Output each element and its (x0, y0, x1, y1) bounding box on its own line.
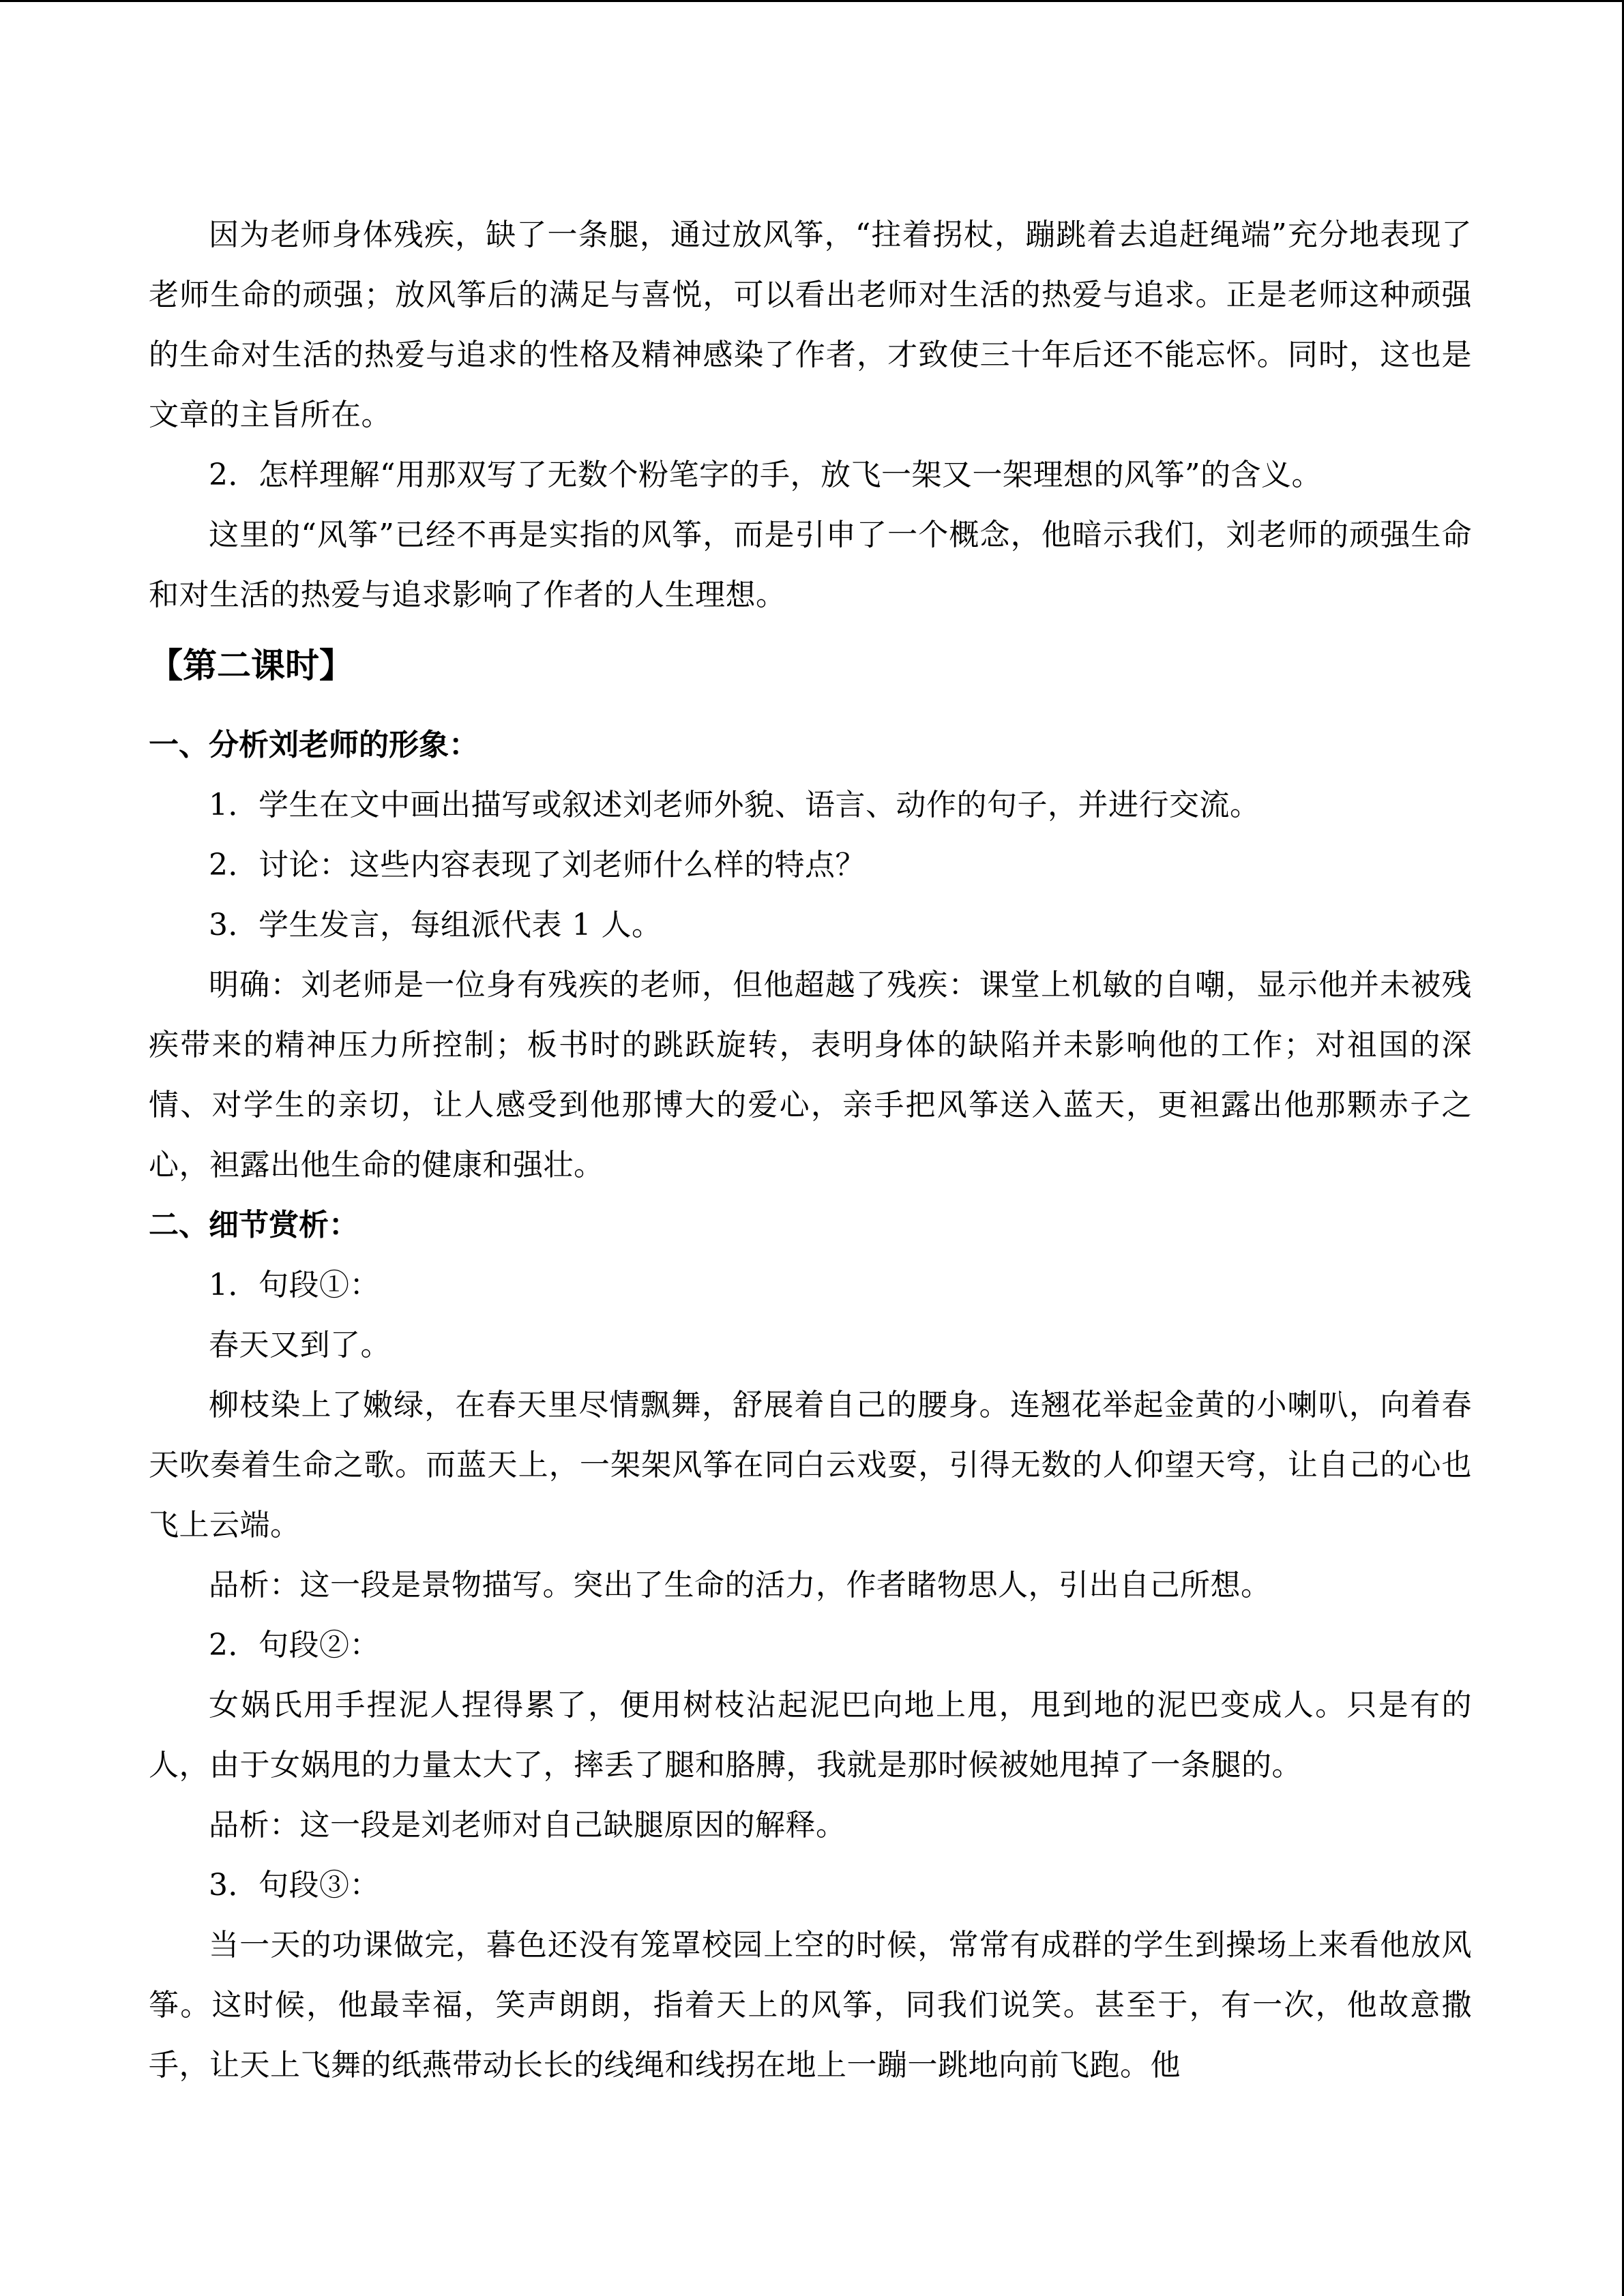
analysis-paragraph: 品析：这一段是景物描写。突出了生命的活力，作者睹物思人，引出自己所想。 (209, 1568, 1271, 1602)
quote-paragraph: 春天又到了。 (209, 1328, 391, 1362)
section-heading-character-analysis: 一、分析刘老师的形象： (149, 728, 479, 762)
quote-paragraph: 当一天的功课做完，暮色还没有笼罩校园上空的时候，常常有成群的学生到操场上来看他放风筝。这时候，他最幸福，笑声朗朗，指着天上的风筝，同我们说笑。甚至于，有一次，他故意撒手，让天上飞舞的纸燕带动长长的线绳和线拐在地上一蹦一跳地向前飞跑。他 (149, 1928, 1472, 2083)
list-item: 1．句段①： (209, 1268, 380, 1302)
list-item: 2．讨论：这些内容表现了刘老师什么样的特点？ (209, 848, 866, 882)
question-item: 2．怎样理解“用那双写了无数个粉笔字的手，放飞一架又一架理想的风筝”的含义。 (209, 458, 1322, 492)
document-body (149, 205, 1472, 2096)
section-heading-detail-appreciation: 二、细节赏析： (149, 1208, 359, 1242)
list-item: 3．学生发言，每组派代表 1 人。 (209, 908, 662, 942)
paragraph: 因为老师身体残疾，缺了一条腿，通过放风筝，“拄着拐杖，蹦跳着去追赶绳端”充分地表现了老师生命的顽强；放风筝后的满足与喜悦，可以看出老师对生活的热爱与追求。正是老师这种顽强的生命对生活的热爱与追求的性格及精神感染了作者，才致使三十年后还不能忘怀。同时，这也是文章的主旨所在。 (149, 218, 1472, 432)
quote-paragraph: 柳枝染上了嫩绿，在春天里尽情飘舞，舒展着自己的腰身。连翘花举起金黄的小喇叭，向着春天吹奏着生命之歌。而蓝天上，一架架风筝在同白云戏耍，引得无数的人仰望天穹，让自己的心也飞上云端。 (149, 1388, 1472, 1542)
lesson-heading: 【第二课时】 (149, 646, 353, 685)
list-item: 2．句段②： (209, 1628, 380, 1663)
paragraph: 这里的“风筝”已经不再是实指的风筝，而是引申了一个概念，他暗示我们，刘老师的顽强生命和对生活的热爱与追求影响了作者的人生理想。 (149, 518, 1472, 612)
quote-paragraph: 女娲氏用手捏泥人捏得累了，便用树枝沾起泥巴向地上甩，甩到地的泥巴变成人。只是有的人，由于女娲甩的力量太大了，摔丢了腿和胳膊，我就是那时候被她甩掉了一条腿的。 (149, 1688, 1472, 1783)
conclusion-paragraph: 明确：刘老师是一位身有残疾的老师，但他超越了残疾：课堂上机敏的自嘲，显示他并未被残疾带来的精神压力所控制；板书时的跳跃旋转，表明身体的缺陷并未影响他的工作；对祖国的深情、对学生的亲切，让人感受到他那博大的爱心，亲手把风筝送入蓝天，更袒露出他那颗赤子之心，袒露出他生命的健康和强壮。 (149, 968, 1472, 1182)
analysis-paragraph: 品析：这一段是刘老师对自己缺腿原因的解释。 (209, 1808, 846, 1843)
list-item: 3．句段③： (209, 1868, 380, 1903)
list-item: 1．学生在文中画出描写或叙述刘老师外貌、语言、动作的句子，并进行交流。 (209, 788, 1260, 822)
